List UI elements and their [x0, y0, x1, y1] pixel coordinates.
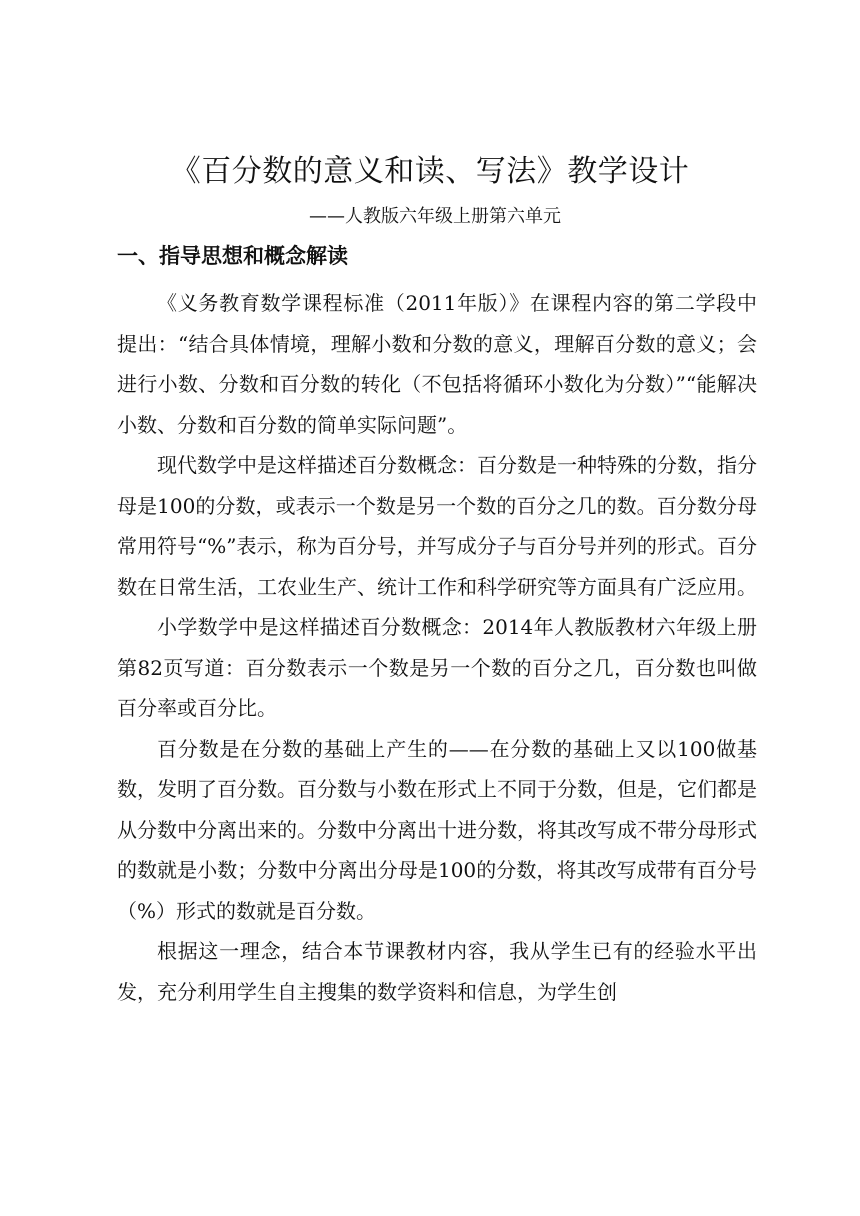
- paragraph-modern-definition: 现代数学中是这样描述百分数概念：百分数是一种特殊的分数，指分母是100的分数，或表示一个数是另一个数的百分之几的数。百分数分母常用符号“%”表示，称为百分号，并写成分子与百分号并列的形式。百分数在日常生活，工农业生产、统计工作和科学研究等方面具有广泛应用。: [117, 453, 757, 599]
- document-title: 《百分数的意义和读、写法》教学设计: [170, 154, 690, 189]
- paragraph-curriculum-standard: 《义务教育数学课程标准（2011年版）》在课程内容的第二学段中提出：“结合具体情境，理解小数和分数的意义，理解百分数的意义；会进行小数、分数和百分数的转化（不包括将循环小数化为分数）”“能解决小数、分数和百分数的简单实际问题”。: [117, 291, 757, 437]
- paragraph-origin-of-percent: 百分数是在分数的基础上产生的——在分数的基础上又以100做基数，发明了百分数。百分数与小数在形式上不同于分数，但是，它们都是从分数中分离出来的。分数中分离出十进分数，将其改写成不带分母形式的数就是小数；分数中分离出分母是100的分数，将其改写成带有百分号（%）形式的数就是百分数。: [117, 736, 757, 923]
- section-heading: 一、指导思想和概念解读: [117, 244, 348, 268]
- document-body: [117, 283, 757, 1012]
- paragraph-teaching-approach: 根据这一理念，结合本节课教材内容，我从学生已有的经验水平出发，充分利用学生自主搜集的数学资料和信息，为学生创: [117, 939, 757, 1004]
- paragraph-textbook-definition: 小学数学中是这样描述百分数概念：2014年人教版教材六年级上册第82页写道：百分数表示一个数是另一个数的百分之几，百分数也叫做百分率或百分比。: [117, 615, 757, 720]
- document-subtitle: ——人教版六年级上册第六单元: [309, 206, 561, 227]
